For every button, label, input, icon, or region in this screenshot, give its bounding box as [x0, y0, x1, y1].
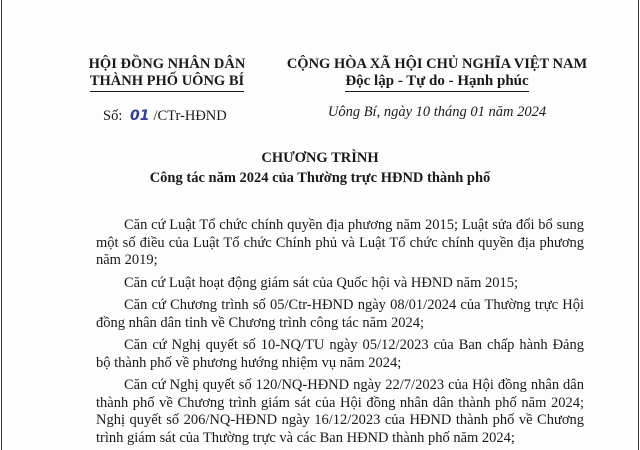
- document-subtitle: Công tác năm 2024 của Thường trực HĐND thành phố: [149, 170, 491, 186]
- number-label: Số:: [103, 108, 123, 124]
- paragraph: Căn cứ Luật hoạt động giám sát của Quốc hội và HĐND năm 2015;: [124, 274, 519, 291]
- national-motto: Độc lập - Tự do - Hạnh phúc: [345, 73, 528, 92]
- national-name: CỘNG HÒA XÃ HỘI CHỦ NGHĨA VIỆT NAM: [286, 56, 588, 72]
- scan-left-edge: [1, 0, 2, 450]
- number-value: 01: [129, 108, 150, 124]
- place-date: Uông Bí, ngày 10 tháng 01 năm 2024: [327, 104, 547, 120]
- paragraph: Căn cứ Chương trình số 05/Ctr-HĐND ngày 08/01/2024 của Thường trực Hội đồng nhân dân tỉnh về Chương trình công tác năm 2024;: [96, 297, 584, 331]
- number-suffix: /CTr-HĐND: [153, 108, 227, 124]
- authority-line-2: THÀNH PHỐ UÔNG BÍ: [90, 73, 244, 92]
- document-body: [96, 217, 584, 450]
- document-title: CHƯƠNG TRÌNH: [261, 150, 379, 166]
- authority-line-1: HỘI ĐỒNG NHÂN DÂN: [88, 56, 246, 72]
- paragraph: Căn cứ Nghị quyết số 10-NQ/TU ngày 05/12/2023 của Ban chấp hành Đảng bộ thành phố về phương hướng nhiệm vụ năm 2024;: [96, 337, 584, 371]
- paragraph: Căn cứ Nghị quyết số 120/NQ-HĐND ngày 22/7/2023 của Hội đồng nhân dân thành phố về Chương trình giám sát của Hội đồng nhân dân thành phố năm 2024; Nghị quyết số 206/NQ-HĐND ngày 16/12/2023 của HĐND thành phố về Chương trình giám sát của Thường trực và các Ban HĐND thành phố năm 2024;: [96, 377, 584, 446]
- issuing-authority: [82, 56, 252, 92]
- national-header: [282, 56, 592, 92]
- paragraph: Căn cứ Luật Tổ chức chính quyền địa phương năm 2015; Luật sửa đổi bổ sung một số điều của Luật Tổ chức Chính phủ và Luật Tổ chức chính quyền địa phương năm 2019;: [96, 217, 584, 268]
- scan-right-edge: [638, 0, 639, 450]
- document-number: [103, 108, 227, 125]
